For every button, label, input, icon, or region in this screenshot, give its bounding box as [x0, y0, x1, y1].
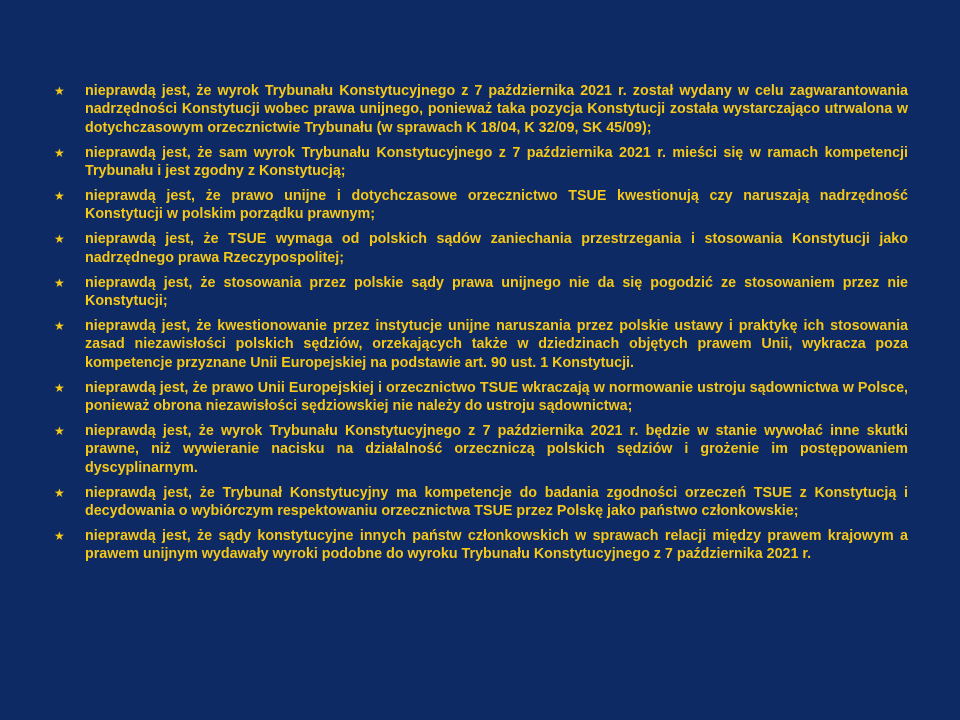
list-item-text: nieprawdą jest, że prawo Unii Europejskiej i orzecznictwo TSUE wkraczają w normowanie ustroju sądownictwa w Polsce, ponieważ obrona niezawisłości sędziowskiej nie należy do ustroju sądownictwa; [85, 379, 908, 415]
star-icon: ★ [54, 424, 65, 438]
list-item [52, 274, 908, 311]
list-item [52, 230, 908, 267]
star-icon: ★ [54, 145, 65, 160]
list-item-text: nieprawdą jest, że sądy konstytucyjne innych państw członkowskich w sprawach relacji między prawem krajowym a prawem unijnym wydawały wyroki podobne do wyroku Trybunału Konstytucyjnego z 7 października 2021 r. [85, 528, 908, 563]
list-item [52, 527, 908, 564]
list-item-text: nieprawdą jest, że Trybunał Konstytucyjny ma kompetencje do badania zgodności orzeczeń TSUE z Konstytucją i decydowania o wybiórczym respektowaniu orzecznictwa TSUE przez Polskę jako państwo członkowskie; [85, 484, 908, 520]
star-icon: ★ [54, 318, 65, 333]
list-item-text: nieprawdą jest, że wyrok Trybunału Konstytucyjnego z 7 października 2021 r. został wydany w celu zagwarantowania nadrzędności Konstytucji wobec prawa unijnego, ponieważ taka pozycja Konstytucji została wystarczająco utrwalona w dotychczasowym orzecznictwie Trybunału (w sprawach K 18/04, K 32/09, SK 45/09); [85, 83, 908, 136]
star-icon: ★ [54, 529, 65, 544]
list-item-text: nieprawdą jest, że kwestionowanie przez instytucje unijne naruszania przez polskie ustawy i praktykę ich stosowania zasad niezawisłości polskich sędziów, orzekających także w dziedzinach objętych prawem Unii, wykracza poza kompetencje przyznane Unii Europejskiej na podstawie art. 90 ust. 1 Konstytucji. [85, 317, 908, 371]
list-item-text: nieprawdą jest, że TSUE wymaga od polskich sądów zaniechania przestrzegania i stosowania Konstytucji jako nadrzędnego prawa Rzeczypospolitej; [85, 231, 908, 266]
list-item-text: nieprawdą jest, że sam wyrok Trybunału Konstytucyjnego z 7 października 2021 r. mieści się w ramach kompetencji Trybunału i jest zgodny z Konstytucją; [85, 144, 908, 180]
list-item [52, 484, 908, 521]
list-item [52, 317, 908, 372]
list-item-text: nieprawdą jest, że stosowania przez polskie sądy prawa unijnego nie da się pogodzić ze stosowaniem przez nie Konstytucji; [85, 274, 908, 310]
star-icon: ★ [54, 84, 65, 98]
list-item [52, 422, 908, 477]
star-icon: ★ [54, 232, 65, 247]
star-icon: ★ [54, 485, 65, 500]
list-item-text: nieprawdą jest, że wyrok Trybunału Konstytucyjnego z 7 października 2021 r. będzie w stanie wywołać inne skutki prawne, niż wywieranie nacisku na działalność orzeczniczą polskich sędziów i grożenie im postępowaniem dyscyplinarnym. [85, 423, 908, 476]
list-item [52, 379, 908, 416]
list-item [52, 187, 908, 224]
list-item [52, 144, 908, 181]
bullet-list [52, 82, 908, 570]
list-item-text: nieprawdą jest, że prawo unijne i dotychczasowe orzecznictwo TSUE kwestionują czy naruszają nadrzędność Konstytucji w polskim porządku prawnym; [85, 188, 908, 223]
star-icon: ★ [54, 189, 65, 204]
star-icon: ★ [54, 380, 65, 395]
list-item [52, 82, 908, 137]
star-icon: ★ [54, 275, 65, 290]
